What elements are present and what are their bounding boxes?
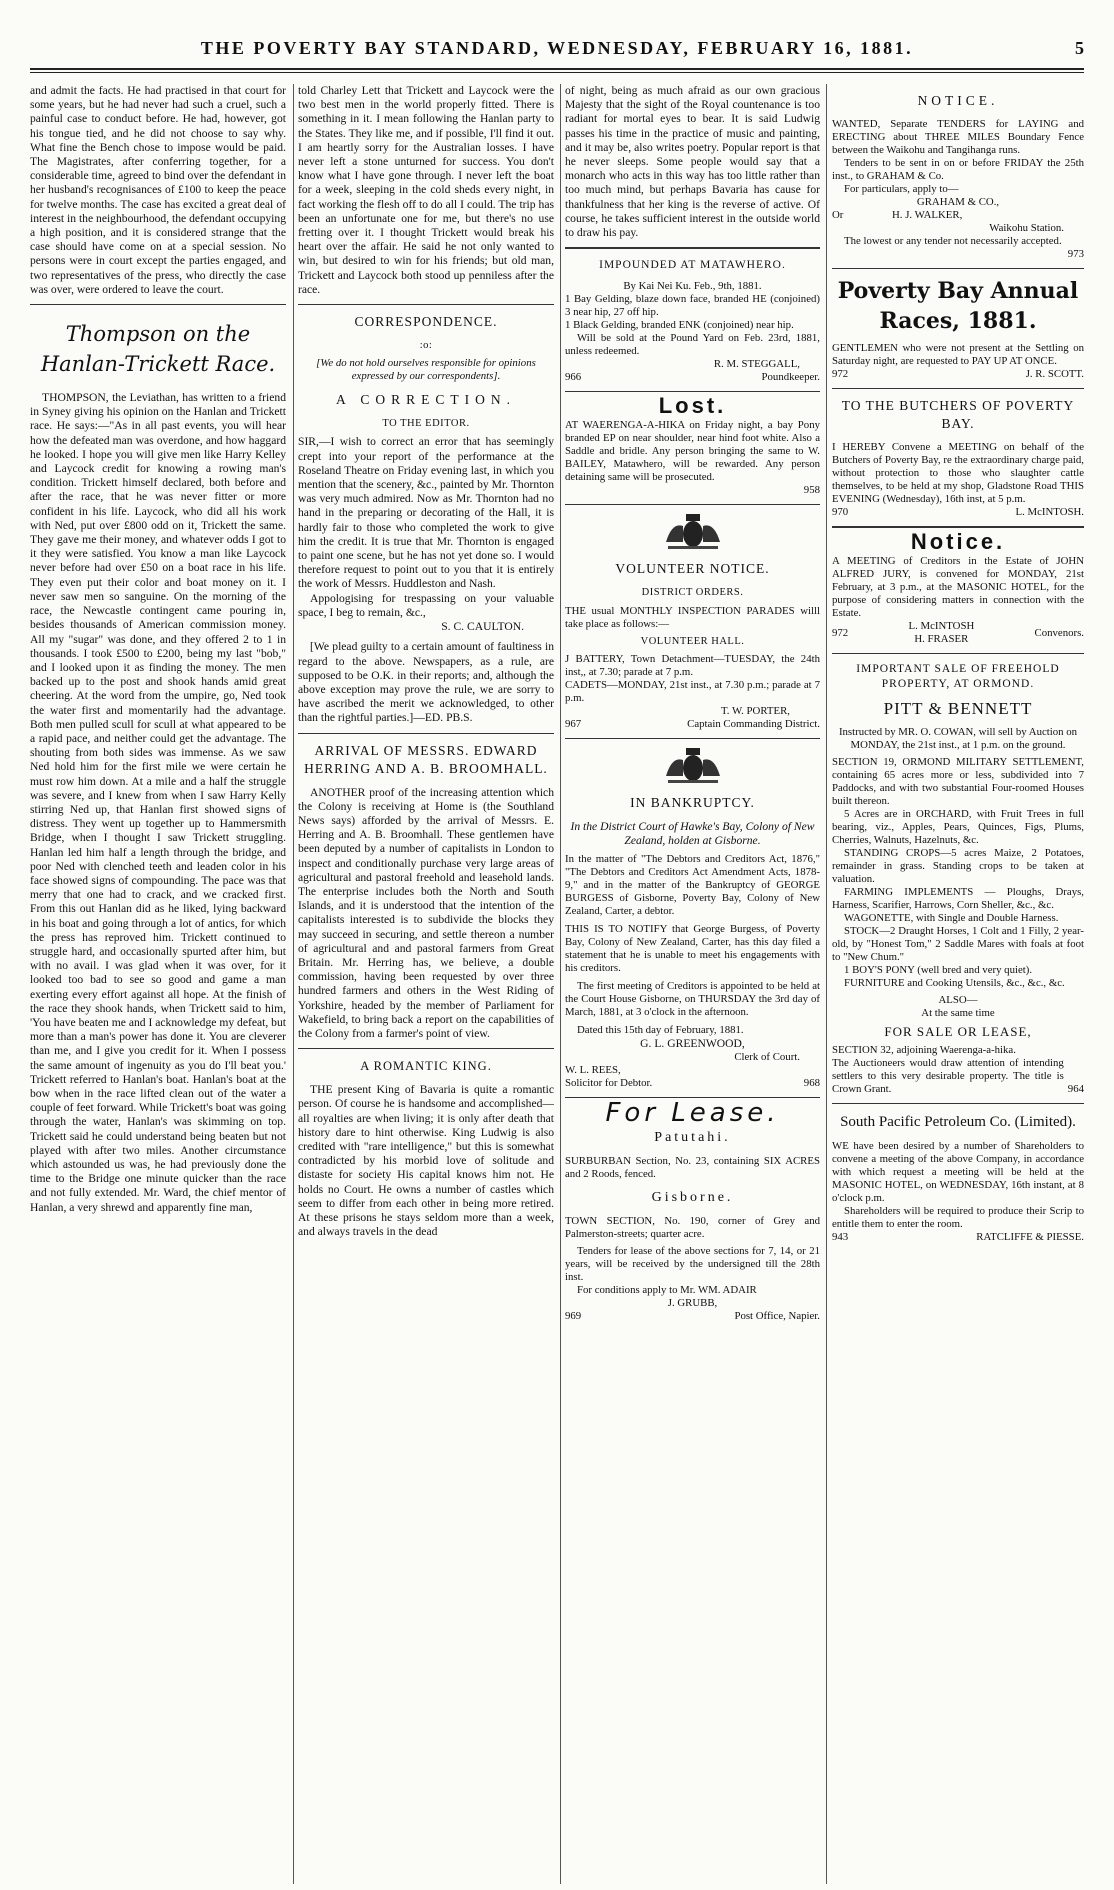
rees: W. L. REES,	[565, 1064, 621, 1077]
disclaimer: [We do not hold ourselves responsible for opinions expressed by our correspondents].	[316, 357, 536, 383]
court-name: In the District Court of Hawke's Bay, Colony of New Zealand, holden at Gisborne.	[570, 819, 815, 848]
butchers-text: I HEREBY Convene a MEETING on behalf of the Butchers of Poverty Bay, re the extraordinary charge paid, without protection to those who slaughter cattle themselves, to be held at my shop, Gladstone Road THIS EVENING (Wednesday), 16th inst, at 5 p.m.	[832, 441, 1084, 505]
thompson-continued: told Charley Lett that Trickett and Laycock were the two best men in the world properly fitted. There is something in it. I mean following the Hanlan party to the States. They like me, and if possible, I'll find it out. I am heartly sorry for the Australian losses. I have never left a stone unturned for success. You don't know what I have gone through. I never left the boat for a week, sleeping in the cold sheds every night, in fact working the flesh off to do all I could. The trip has been an unfortunate one for me, but there's no use fretting over it. I thought Trickett would break his heart over the affair. He said he not only wanted to win, but desired to win for his friends; but old man, Trickett and Laycock both stood up penniless after the race.	[298, 84, 554, 296]
walker: H. J. WALKER,	[892, 209, 963, 221]
divider	[298, 733, 554, 734]
divider	[30, 304, 286, 305]
impounded-role: Poundkeeper.	[761, 371, 820, 384]
king-heading: A ROMANTIC KING.	[360, 1059, 492, 1074]
races-text: GENTLEMEN who were not present at the Settling on Saturday night, are requested to PAY UP AT ONCE.	[832, 342, 1084, 367]
divider	[832, 526, 1084, 528]
volunteer-heading: VOLUNTEER NOTICE.	[615, 561, 770, 577]
sale-heading: IMPORTANT SALE OF FREEHOLD PROPERTY, AT ORMOND.	[856, 663, 1060, 691]
battery: J BATTERY, Town Detachment—TUESDAY, the 24th inst,, at 7.30; parade at 7 p.m.	[565, 652, 820, 678]
solicitor: Solicitor for Debtor.	[565, 1077, 653, 1090]
masthead	[30, 38, 1084, 64]
notice-tenders: Tenders to be sent in on or before FRIDAY the 25th inst., to GRAHAM & Co.	[832, 157, 1084, 182]
section32: SECTION 32, adjoining Waerenga-a-hika.	[832, 1044, 1016, 1057]
waggonette: WAGONETTE, with Single and Double Harness.	[844, 912, 1059, 925]
patutahi-heading: Patutahi.	[654, 1129, 731, 1145]
bankruptcy-heading: IN BANKRUPTCY.	[630, 794, 755, 810]
impounded-item-1: 1 Bay Gelding, blaze down face, branded HE (conjoined) 3 near hip, 27 off hip.	[565, 293, 820, 319]
divider	[565, 504, 820, 505]
bankruptcy-notify: THIS IS TO NOTIFY that George Burgess, of Poverty Bay, Colony of New Zealand, Carter, has this day filed a statement that he is unable to meet his engagements with his creditors.	[565, 923, 820, 975]
impounded-by: By Kai Nei Ku. Feb., 9th, 1881.	[623, 280, 762, 293]
district-orders: DISTRICT ORDERS.	[641, 587, 744, 599]
column-divider	[826, 84, 827, 1884]
lost-heading: Lost.	[658, 393, 727, 419]
patutahi-text: SURBURBAN Section, No. 23, containing SIX ACRES and 2 Roods, fenced.	[565, 1154, 820, 1180]
notice-particulars: For particulars, apply to—	[844, 183, 959, 195]
masthead-title: THE POVERTY BAY STANDARD, WEDNESDAY, FEBRUARY 16, 1881.	[200, 38, 914, 58]
impounded-signature: R. M. STEGGALL,	[713, 358, 800, 371]
ad-number: 973	[1067, 248, 1084, 260]
stock: STOCK—2 Draught Horses, 1 Colt and 1 Filly, 2 year-old, by "Honest Tom," 2 Saddle Mares with foals at foot to "New Chum."	[832, 925, 1084, 964]
ad-number: 966	[565, 371, 582, 384]
masthead-rule-thin	[30, 72, 1084, 73]
ad-number: 972	[832, 368, 849, 380]
column-4	[832, 84, 1084, 1884]
notice-heading: NOTICE.	[917, 93, 999, 108]
divider	[565, 391, 820, 392]
thompson-body: the Leviathan, has written to a friend in Syney giving his opinion on the Hanlan and Trickett race. He says:—"As in all past events, you will hear how the defeated man was overdone, and how haggard he looked. I hope you will give men like Harry Kelley and Laycock credit for knowing a rowing man's condition. Trickett himself declared, both before and after the race, that he was never fitter or more confident in his life. Laycock, who did all his work with Ned, put over £800 odd on it, Trickett the same. They gave me their money, and whatever odds I got to it they were satisfied. You know a man like Laycock never before had over £50 on a boat race in his life. They even put their color and boat money on it. I never saw men so sanguine. On the morning of the race, the Newcastle contingent came pouring in, besides thousands of American commission money. All my "sugar" was done, and they offered 2 to 1 in thousands. I took £500 to £200, being my last "bob," and I looked upon it as finding the money. The men backed up to the post and shook hands amid great cheering. At the word from the umpire, go, Ned took the water first and momentarily had the advantage. Both men pulled scull for scull at what appeared to be a rapid pace, and neither could get the advantage. The shouting from both sides was immense. As we saw Ned hold him for the first mile we were certain he must row him down. At a mile and a half the struggle was severe, and I knew from when I saw Harry Kelly stirring Ned up, that Hanlan first showed signs of distress. They went up together up to Hammersmith Bridge, when I thought I saw Trickett struggling. Hanlan led him half a length through the bridge, and poor Ned with clenched teeth and leaden color in his face showed signs of compounding. The pace was that merry that one had to crack, and we cracked first. From this out Hanlan did as he liked, lying backward in his boat and going through a lot of antics, for which the press has reproved him. Trickett continued to struggle hard, and occasionally spurted after him, but with no avail. I was glad when it was over, for it looked too bad to see so good and game a man exerting every effort against all hope. At the finish of the race they shook hands, when Trickett said to him, 'You have beaten me and I acknowledge my defeat, but more than a man's power has done it. You are cleverer than me, and I give you credit for it. When I possess the same amount of ingenuity as you do I'll beat you.' Trickett referred to Hanlan's boat. Hanlan's boat at the bow when in the race lifted clean out of the water a couple of feet forward. While Trickett's boat was going through the water, Hanlan's was skimming on top. Trickett said he could understand being beaten but not played with after two miles. Another circumstance which astounded us was, he had previously done the time to the Bridge one minute quicker than the race and not fully extended. Mr. Ward, the chief mentor of Hanlan, a very shrewd and apparently fine man,	[30, 391, 286, 1214]
royal-crest-icon	[658, 512, 728, 552]
greenwood: G. L. GREENWOOD,	[640, 1037, 745, 1051]
lowest-tender: The lowest or any tender not necessarily accepted.	[844, 235, 1062, 247]
ad-number: 964	[1067, 1083, 1084, 1096]
bankruptcy-footer	[565, 1077, 820, 1090]
impounded-footer	[565, 371, 820, 384]
auctioneers-row	[832, 1057, 1084, 1096]
masthead-rule	[30, 68, 1084, 70]
pony: 1 BOY'S PONY (well bred and very quiet).	[844, 964, 1033, 977]
volunteer-footer	[565, 718, 820, 731]
column-3	[565, 84, 820, 1884]
bankruptcy-matter: In the matter of "The Debtors and Creditors Act, 1876," "The Debtors and Creditors Act Amendment Acts, 1878-9," and in the matter of the Bankruptcy of GEORGE BURGESS of Gisborne, Poverty Bay, Colony of New Zealand, Carter, a debtor.	[565, 853, 820, 918]
shareholders: Shareholders will be required to produce their Scrip to entitle them to enter the room.	[832, 1205, 1084, 1231]
divider	[565, 247, 820, 249]
volunteer-text: THE usual MONTHLY INSPECTION PARADES willl take place as follows:—	[565, 604, 820, 630]
notice-or-line	[832, 209, 1084, 222]
impounded-item-2: 1 Black Gelding, branded ENK (conjoined) near hip.	[565, 319, 794, 332]
ad-number: 968	[803, 1077, 820, 1090]
lease-heading: For Lease.	[605, 1098, 780, 1129]
page-number: 5	[1075, 38, 1084, 58]
column-2	[298, 84, 554, 1884]
post-office: Post Office, Napier.	[734, 1309, 820, 1322]
lead-word: THOMPSON,	[42, 391, 109, 405]
arrival-article: ANOTHER proof of the increasing attention which the Colony is receiving at Home is (the Southland News says) afforded by the arrival of Messrs. E. Herring and A. B. Broomhall. These gentlemen have been deputed by a number of capitalists in London to inspect and conditionally purchase very large areas of agricultural and pastoral freehold and leasehold lands. The enterprise includes both the North and South Islands, and it is understood that the intention of the capitalists interested is to subdivide the blocks they may succeed in securing, and settle thereon a number of agricultural and and pastoral farmers from Great Britain. Mr. Herring has, we believe, a double commission, having been requested by over three hundred farmers and others in the West Riding of Yorkshire, headed by the member of Parliament for Wakefield, to bring back a report on the capabilities of the Colony from a farmer's point of view.	[298, 785, 554, 1040]
thompson-heading: Thompson on the Hanlan-Trickett Race.	[40, 322, 276, 377]
ad-number: 970	[832, 506, 849, 518]
notice2-sig1: L. McINTOSH	[908, 620, 975, 633]
impounded-sale: Will be sold at the Pound Yard on Feb. 23rd, 1881, unless redeemed.	[565, 332, 820, 358]
notice2-text: A MEETING of Creditors in the Estate of JOHN ALFRED JURY, is convened for MONDAY, 21st February, at 3 p.m., at the MASONIC HOTEL, for the purpose of considering matters in connection with the Estate.	[832, 555, 1084, 620]
divider	[832, 1103, 1084, 1104]
section19: SECTION 19, ORMOND MILITARY SETTLEMENT, containing 65 acres more or less, subdivided into 7 Paddocks, and with two substantial Four-roomed Houses built thereon.	[832, 756, 1084, 808]
waikohu: Waikohu Station.	[989, 222, 1064, 234]
notice2-sig2: H. FRASER	[914, 633, 969, 646]
instructed: Instructed by MR. O. COWAN, will sell by Auction on MONDAY, the 21st inst., at 1 p.m. on the ground.	[838, 726, 1078, 752]
ratcliffe: RATCLIFFE & PIESSE.	[976, 1231, 1084, 1244]
king-article: THE present King of Bavaria is quite a romantic person. Of course he is handsome and accomplished—all royalties are when living; it is only after death that history dare to hint otherwise. King Ludwig is also credited with "rare intelligence," but this is somewhat contradicted by his morbid love of solitude and distaste for society His capital knows him not. He holds no Court. He owns a number of castles which seem to differ from each other in being more retired. At these prisons he stays seldom more than a week, and always travels in the dead	[298, 1083, 554, 1239]
correspondence-heading: CORRESPONDENCE.	[354, 314, 498, 330]
lost-text: AT WAERENGA-A-HIKA on Friday night, a bay Pony branded EP on near shoulder, near hind foot white. Also a Saddle and bridle. Any person bringing the same to W. BAILEY, Matawhero, will be rewarded. Any person detaining same will be prosecuted.	[565, 419, 820, 484]
divider	[298, 1048, 554, 1049]
notice-text: WANTED, Separate TENDERS for LAYING and ERECTING about THREE MILES Boundary Fence between the Waikohu and Tangihanga runs.	[832, 118, 1084, 156]
ad-number: 969	[565, 1309, 582, 1322]
notice2-signatures	[908, 620, 974, 646]
also: ALSO—	[938, 994, 978, 1007]
races-footer	[832, 368, 1084, 381]
lease-footer	[565, 1310, 820, 1323]
conditions: For conditions apply to Mr. WM. ADAIR	[577, 1283, 757, 1296]
arrival-heading: ARRIVAL OF MESSRS. EDWARD HERRING AND A. B. BROOMHALL.	[304, 742, 548, 776]
thompson-article	[30, 391, 286, 1215]
or-text: Or	[832, 209, 844, 221]
races-heading: Poverty Bay Annual Races, 1881.	[837, 278, 1079, 334]
to-editor: TO THE EDITOR.	[382, 418, 470, 430]
petroleum-text: WE have been desired by a number of Shareholders to convene a meeting of the above Company, in accordance with which request a meeting will be held at the MASONIC HOTEL, on WEDNESDAY, 16th instant, at 8 o'clock p.m.	[832, 1140, 1084, 1205]
divider	[565, 738, 820, 739]
divider	[298, 304, 554, 305]
correction-signature: S. C. CAULTON.	[441, 620, 524, 634]
races-signature: J. R. SCOTT.	[1025, 368, 1084, 380]
king-continued: of night, being as much afraid as our own gracious Majesty that the sight of the Royal countenance is too radiant for mortal eyes to bear. It is said Ludwig passes his time in the practice of music and painting, and it may be, also writes poetry. Popular report is that he never sleeps. Some people would say that a monarch who acts in this way has too little rather than too much mind, but perhaps Bavaria has cause for thankfulness that her king is the reverse of active. Of course, he takes sufficient interest in the outside world to draw his pay.	[565, 84, 820, 240]
ornament: :o:	[419, 340, 433, 352]
column-divider	[560, 84, 561, 1884]
ad-number: 972	[832, 626, 849, 639]
lost-number: 958	[803, 484, 820, 497]
ad-number: 943	[832, 1231, 849, 1244]
gisborne-text: TOWN SECTION, No. 190, corner of Grey and Palmerston-streets; quarter acre.	[565, 1214, 820, 1240]
grubb: J. GRUBB,	[667, 1296, 718, 1309]
volunteer-role: Captain Commanding District.	[687, 717, 820, 730]
auctioneers: The Auctioneers would draw attention of intending settlers to this very desirable property. The title is Crown Grant.	[832, 1057, 1064, 1096]
petroleum-footer	[832, 1231, 1084, 1244]
notice2-heading: Notice.	[910, 529, 1006, 554]
column-1	[30, 84, 286, 1884]
volunteer-signature: T. W. PORTER,	[720, 704, 790, 717]
orchard: 5 Acres are in ORCHARD, with Fruit Trees in full bearing, viz., Apples, Pears, Quinces, Figs, Plums, Cherries, Walnuts, Hazelnuts, &c.	[832, 808, 1084, 847]
impounded-heading: IMPOUNDED AT MATAWHERO.	[599, 259, 786, 272]
graham: GRAHAM & CO.,	[916, 196, 1000, 208]
column-divider	[293, 84, 294, 1884]
royal-crest-icon	[658, 746, 728, 786]
notice2-footer	[832, 620, 1084, 646]
ad-number: 967	[565, 717, 582, 730]
bankruptcy-meeting: The first meeting of Creditors is appointed to be held at the Court House Gisborne, on THURSDAY the 3rd day of March, 1881, at 3 o'clock in the afternoon.	[565, 980, 820, 1019]
cadets: CADETS—MONDAY, 21st inst., at 7.30 p.m.; parade at 7 p.m.	[565, 678, 820, 704]
convenors: Convenors.	[1034, 626, 1084, 639]
butchers-footer	[832, 506, 1084, 519]
court-case-paragraph: and admit the facts. He had practised in that court for some years, but he had never had such a cruel, such a painful case to conduct before. He had, however, got his tongue tied, and he did not choose to say why. What fine the Bench chose to impose would be paid. The Magistrates, after conferring together, for a considerable time, agreed to bind over the defendant in her husband's recognisances of £100 to keep the peace for twelve months. The case has excited a great deal of interest in the neighbourhood, the defendant occupying a high position, and it is considered strange that the case should have come on at a special session. No persons were in court except the parties engaged, and two representatives of the press, who directly the case was over, were ordered to leave the court.	[30, 84, 286, 296]
divider	[832, 268, 1084, 269]
gisborne-heading: Gisborne.	[651, 1189, 734, 1205]
tenders: Tenders for lease of the above sections for 7, 14, or 21 years, will be received by the undersigned till the 28th inst.	[565, 1244, 820, 1283]
divider	[832, 653, 1084, 654]
divider	[832, 388, 1084, 389]
same-time: At the same time	[921, 1007, 995, 1020]
bankruptcy-dated: Dated this 15th day of February, 1881.	[577, 1024, 744, 1037]
implements: FARMING IMPLEMENTS — Ploughs, Drays, Harness, Scarifier, Harrows, Corn Sheller, &c., &c.	[832, 886, 1084, 912]
petroleum-heading: South Pacific Petroleum Co. (Limited).	[840, 1114, 1076, 1131]
butchers-signature: L. McINTOSH.	[1015, 506, 1084, 518]
butchers-heading: TO THE BUTCHERS OF POVERTY BAY.	[841, 398, 1075, 431]
clerk: Clerk of Court.	[734, 1051, 800, 1064]
correction-letter: SIR,—I wish to correct an error that has seemingly crept into your report of the performance at the Roseland Theatre on Friday evening last, in which you mention that the scenery, &c., painted by Mr. Thornton was very much admired. Now as Mr. Thornton had no hand in the preparing or decorating of the Hall, it is hardly fair to those who completed the work to give him the credit. It is true that Mr. Thornton is engaged to paint one scene, but he has not yet done so. I would therefore request to point out to you that it is entirely the work of Messrs. Huddleston and Nash.	[298, 435, 554, 591]
for-sale-heading: FOR SALE OR LEASE,	[884, 1024, 1032, 1040]
volunteer-hall: VOLUNTEER HALL.	[640, 635, 745, 647]
editor-note: [We plead guilty to a certain amount of faultiness in regard to the above. Newspapers, as a rule, are supposed to be O.K. in their reports; and, although the above exception may prove the rule, we are sorry to have ascribed the merit we acknowledged, to other than the rightful parties.]—ED. PB.S.	[298, 640, 554, 725]
furniture: FURNITURE and Cooking Utensils, &c., &c., &c.	[844, 977, 1065, 990]
correction-closing: Appologising for trespassing on your valuable space, I beg to remain, &c.,	[298, 591, 554, 619]
pitt-bennett: PITT & BENNETT	[883, 699, 1033, 719]
crops: STANDING CROPS—5 acres Maize, 2 Potatoes, remainder in grass. Standing crops to be taken at valuation.	[832, 847, 1084, 886]
correction-heading: A CORRECTION.	[335, 392, 516, 408]
